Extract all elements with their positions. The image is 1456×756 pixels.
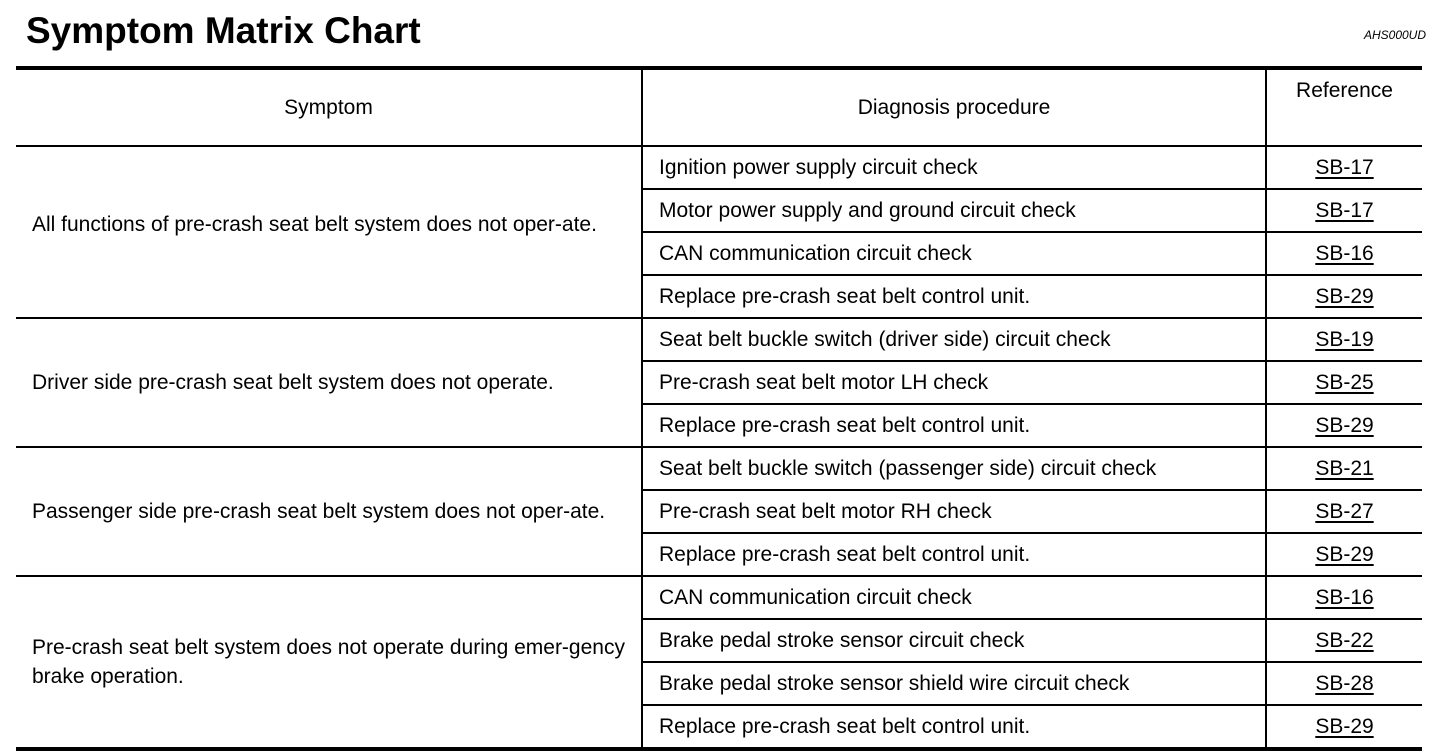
reference-link[interactable]: SB-17 (1315, 156, 1374, 179)
symptom-cell (16, 318, 642, 447)
reference-link[interactable]: SB-29 (1315, 414, 1374, 437)
table-row (16, 146, 1422, 189)
reference-link[interactable]: SB-25 (1315, 371, 1374, 394)
reference-cell (1266, 232, 1422, 275)
procedure-cell: Ignition power supply circuit check (642, 146, 1266, 189)
reference-cell (1266, 705, 1422, 749)
procedure-cell: Replace pre-crash seat belt control unit. (642, 705, 1266, 749)
document-code: AHS000UD (1363, 28, 1426, 42)
reference-link[interactable]: SB-29 (1315, 715, 1374, 738)
reference-cell (1266, 662, 1422, 705)
reference-link[interactable]: SB-22 (1315, 629, 1374, 652)
procedure-cell: Replace pre-crash seat belt control unit. (642, 533, 1266, 576)
page-title: Symptom Matrix Chart (26, 10, 421, 51)
column-header-diagnosis-procedure: Diagnosis procedure (642, 68, 1266, 146)
reference-cell (1266, 318, 1422, 361)
reference-cell (1266, 404, 1422, 447)
procedure-cell: Seat belt buckle switch (passenger side) circuit check (642, 447, 1266, 490)
column-header-reference: Reference (1266, 68, 1422, 146)
reference-link[interactable]: SB-27 (1315, 500, 1374, 523)
reference-cell (1266, 490, 1422, 533)
reference-cell (1266, 619, 1422, 662)
reference-cell (1266, 189, 1422, 232)
procedure-cell: Pre-crash seat belt motor RH check (642, 490, 1266, 533)
reference-cell (1266, 146, 1422, 189)
procedure-cell: Motor power supply and ground circuit check (642, 189, 1266, 232)
reference-cell (1266, 576, 1422, 619)
column-header-symptom: Symptom (16, 68, 642, 146)
reference-cell (1266, 361, 1422, 404)
reference-link[interactable]: SB-21 (1315, 457, 1374, 480)
reference-link[interactable]: SB-19 (1315, 328, 1374, 351)
symptom-text: Pre-crash seat belt system does not operate during emer-gency brake operation. (32, 636, 625, 688)
reference-cell (1266, 533, 1422, 576)
table-row (16, 576, 1422, 619)
symptom-cell (16, 447, 642, 576)
symptom-cell (16, 146, 642, 318)
reference-link[interactable]: SB-28 (1315, 672, 1374, 695)
reference-link[interactable]: SB-17 (1315, 199, 1374, 222)
procedure-cell: Brake pedal stroke sensor circuit check (642, 619, 1266, 662)
procedure-cell: CAN communication circuit check (642, 576, 1266, 619)
table-row (16, 447, 1422, 490)
procedure-cell: Brake pedal stroke sensor shield wire circuit check (642, 662, 1266, 705)
symptom-text: All functions of pre-crash seat belt system does not oper-ate. (32, 212, 597, 236)
procedure-cell: Seat belt buckle switch (driver side) circuit check (642, 318, 1266, 361)
reference-cell (1266, 275, 1422, 318)
procedure-cell: Pre-crash seat belt motor LH check (642, 361, 1266, 404)
reference-cell (1266, 447, 1422, 490)
symptom-matrix-table (16, 66, 1422, 751)
reference-link[interactable]: SB-16 (1315, 242, 1374, 265)
procedure-cell: Replace pre-crash seat belt control unit. (642, 404, 1266, 447)
header-row (16, 68, 1422, 146)
reference-link[interactable]: SB-16 (1315, 586, 1374, 609)
symptom-text: Passenger side pre-crash seat belt system does not oper-ate. (32, 500, 606, 523)
reference-link[interactable]: SB-29 (1315, 543, 1374, 566)
procedure-cell: CAN communication circuit check (642, 232, 1266, 275)
procedure-cell: Replace pre-crash seat belt control unit. (642, 275, 1266, 318)
symptom-cell (16, 576, 642, 749)
table-row (16, 318, 1422, 361)
reference-link[interactable]: SB-29 (1315, 285, 1374, 308)
symptom-text: Driver side pre-crash seat belt system does not operate. (32, 371, 554, 394)
